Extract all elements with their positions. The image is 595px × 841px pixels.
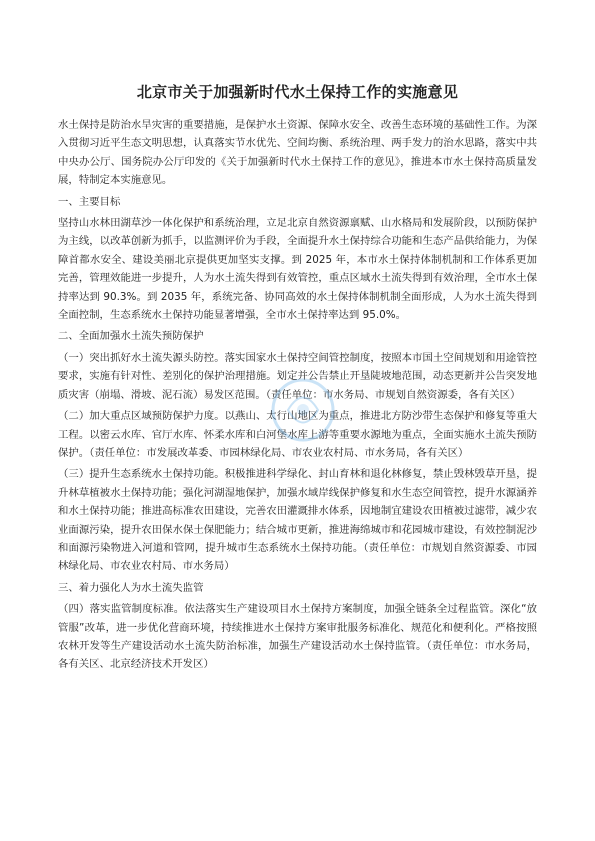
- page-title: 北京市关于加强新时代水土保持工作的实施意见: [136, 83, 459, 101]
- section-heading-1: 一、主要目标: [58, 195, 121, 208]
- item-3-paragraph: （三）提升生态系统水土保持功能。积极推进科学绿化、封山育林和退化林修复，禁止毁林毁草开垦，提升林草植被水土保持功能；强化河湖湿地保护，加强水域岸线保护修复和水生态空间管控，提升水源涵养和水土保持功能；推进高标准农田建设，完善农田灌溉排水体系，因地制宜建设农田植被过滤带，减少农业面源污染，提升农田保水保土保肥能力；结合城市更新，推进海绵城市和花园城市建设，有效控制泥沙和面源污染物进入河道和管网，提升城市生态系统水土保持功能。（责任单位：市规划自然资源委、市园林绿化局、市农业农村局、市水务局）: [58, 468, 537, 573]
- intro-paragraph: 水土保持是防治水旱灾害的重要措施，是保护水土资源、保障水安全、改善生态环境的基础性工作。为深入贯彻习近平生态文明思想，认真落实节水优先、空间均衡、系统治理、两手发力的治水思路，落实中共中央办公厅、国务院办公厅印发的《关于加强新时代水土保持工作的意见》，推进本市水土保持高质量发展，特制定本实施意见。: [58, 119, 537, 187]
- section-1-paragraph: 坚持山水林田湖草沙一体化保护和系统治理，立足北京自然资源禀赋、山水格局和发展阶段，以预防保护为主线，以改革创新为抓手，以监测评价为手段，全面提升水土保持综合功能和生态产品供给能力，为保障首都水安全、建设美丽北京提供更加坚实支撑。到 2025 年，本市水土保持体制机制和工作体系更加完善，管理效能进一步提升，人为水土流失得到有效管控，重点区域水土流失得到有效治理，全市水土保持率达到 90.3%。到 2035 年，系统完备、协同高效的水土保持体制机制全面形成，人为水土流失得到全面控制，生态系统水土保持功能显著增强，全市水土保持率达到 95.0%。: [58, 217, 537, 322]
- section-heading-2: 二、全面加强水土流失预防保护: [58, 330, 204, 343]
- item-1-paragraph: （一）突出抓好水土流失源头防控。落实国家水土保持空间管控制度，按照本市国土空间规划和用途管控要求，实施有针对性、差别化的保护治理措施。划定并公告禁止开垦陡坡地范围，动态更新并公告突发地质灾害（崩塌、滑坡、泥石流）易发区范围。（责任单位：市水务局、市规划自然资源委，各有关区）: [58, 351, 537, 401]
- section-heading-3: 三、着力强化人为水土流失监管: [58, 581, 204, 594]
- item-2-paragraph: （二）加大重点区域预防保护力度。以燕山、太行山地区为重点，推进北方防沙带生态保护和修复等重大工程。以密云水库、官厅水库、怀柔水库和白河堡水库上游等重要水源地为重点，全面实施水土流失预防保护。（责任单位：市发展改革委、市园林绿化局、市农业农村局、市水务局，各有关区）: [58, 410, 537, 459]
- item-4-paragraph: （四）落实监管制度标准。依法落实生产建设项目水土保持方案制度，加强全链条全过程监管。深化“放管服”改革，进一步优化营商环境，持续推进水土保持方案审批服务标准化、规范化和便利化。严格按照农林开发等生产建设活动水土流失防治标准，加强生产建设活动水土保持监管。（责任单位：市水务局，各有关区、北京经济技术开发区）: [58, 603, 537, 671]
